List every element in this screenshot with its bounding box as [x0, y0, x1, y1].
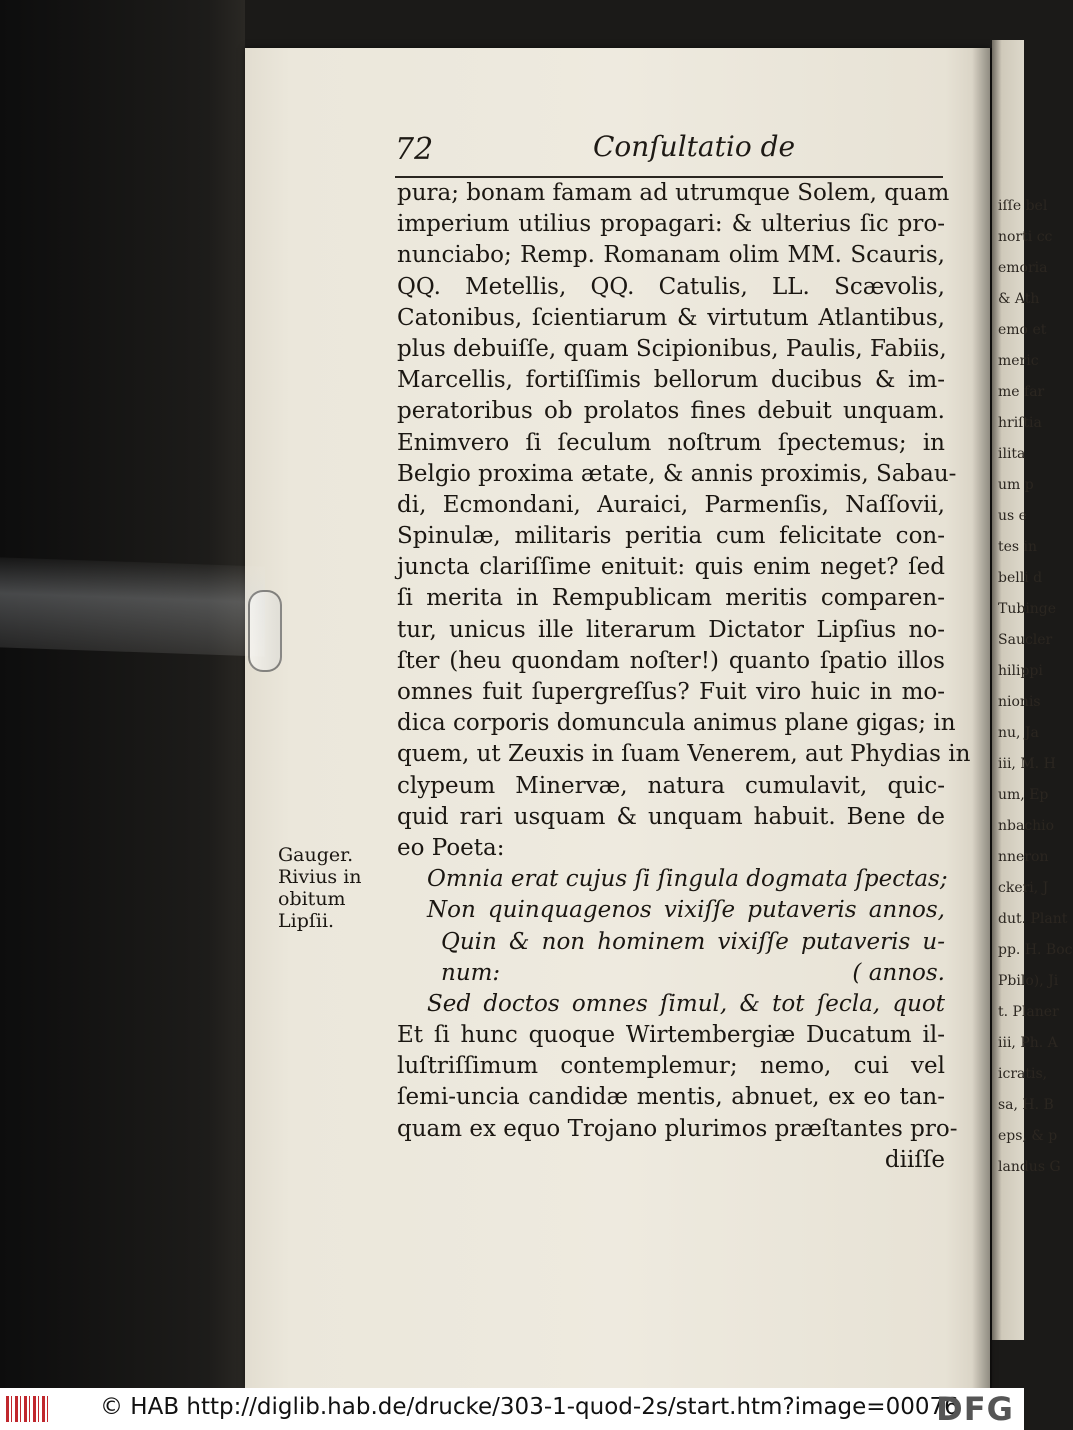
text-line: QQ. Metellis, QQ. Catulis, LL. Scævolis, — [397, 273, 945, 300]
adjacent-page-fragment: ilita — [998, 446, 1026, 462]
adjacent-page-fragment: Pbilo), Ji — [998, 973, 1059, 989]
adjacent-page-fragment: me far — [998, 384, 1045, 400]
adjacent-page-fragment: um p — [998, 477, 1034, 493]
running-head — [395, 132, 945, 172]
text-line: Spinulæ, militaris peritia cum felicitate con- — [397, 523, 945, 550]
poem-turnover: ( annos. — [852, 959, 945, 986]
adjacent-page-fragment: emo et — [998, 322, 1047, 338]
adjacent-page-fragment: nionis — [998, 694, 1041, 710]
text-line: Catonibus, ſcientiarum & virtutum Atlantibus, — [397, 304, 945, 331]
scan-background-left — [0, 0, 245, 1388]
adjacent-page-fragment: landus G — [998, 1159, 1061, 1175]
adjacent-page-fragment: hriſtia — [998, 415, 1042, 431]
adjacent-page-fragment: & Ath — [998, 291, 1040, 307]
poem-line-fragment: num: — [441, 959, 501, 986]
hab-barcode-icon — [6, 1396, 50, 1422]
text-line: imperium utilius propagari: & ulterius ſic pro- — [397, 211, 945, 238]
text-line: ſemi-uncia candidæ mentis, abnuet, ex eo tan- — [397, 1084, 945, 1111]
text-line: omnes fuit ſupergreſſus? Fuit viro huic in mo- — [397, 679, 945, 705]
adjacent-page-fragment: us e — [998, 508, 1027, 524]
adjacent-page-fragment: ckeri, J — [998, 880, 1049, 896]
text-line: Marcellis, fortiſſimis bellorum ducibus & im- — [397, 367, 945, 394]
poem-quotation — [397, 864, 948, 1020]
text-line: di, Ecmondani, Auraici, Parmenſis, Naſſovii, — [397, 491, 945, 518]
page-gutter-shadow — [972, 48, 992, 1388]
poem-line: Sed doctos omnes ſimul, & tot ſecla, quot — [427, 990, 945, 1017]
adjacent-page-sliver — [992, 40, 1073, 1340]
body-text — [397, 178, 971, 1176]
adjacent-page-fragment: norti cc — [998, 229, 1053, 245]
adjacent-page-fragment: tes in — [998, 539, 1038, 555]
citation-link[interactable]: © HAB http://diglib.hab.de/drucke/303-1-quod-2s/start.htm?image=00076 — [100, 1394, 959, 1420]
text-line: plus debuiſſe, quam Scipionibus, Paulis, Fabiis, — [397, 335, 947, 362]
viewer-footer — [0, 1388, 1024, 1430]
poem-line: Omnia erat cujus ſi ſingula dogmata ſpectas; — [427, 866, 948, 893]
adjacent-page-fragment: belli d — [998, 570, 1043, 586]
running-title: Conſultatio de — [593, 130, 796, 163]
adjacent-page-fragment: nneron — [998, 849, 1049, 865]
text-line: Et ſi hunc quoque Wirtembergiæ Ducatum il- — [397, 1022, 945, 1049]
adjacent-page-fragment: Saucler — [998, 632, 1053, 648]
adjacent-page-fragment: hilippi — [998, 663, 1043, 679]
text-line: eo Poeta: — [397, 834, 505, 861]
dfg-logo: DFG — [936, 1390, 1014, 1428]
adjacent-page-fragment: dut. Plant — [998, 911, 1068, 927]
text-line: quem, ut Zeuxis in ſuam Venerem, aut Phydias in — [397, 741, 971, 768]
adjacent-page-fragment: iſſe bel — [998, 198, 1048, 214]
text-line: Enimvero ſi ſeculum noſtrum ſpectemus; in — [397, 429, 945, 456]
adjacent-page-fragment: iii, Ph. A — [998, 1035, 1058, 1051]
adjacent-page-fragment: eps, & p — [998, 1128, 1058, 1144]
text-line: peratoribus ob prolatos fines debuit unquam. — [397, 398, 945, 425]
poem-line: Non quinquagenos vixiſſe putaveris annos, — [427, 897, 945, 924]
margin-note-line: Rivius in — [278, 866, 362, 888]
adjacent-page-fragment: emoria — [998, 260, 1048, 276]
text-line: clypeum Minervæ, natura cumulavit, quic- — [397, 772, 945, 799]
adjacent-page-fragment: iii, M. H — [998, 756, 1056, 772]
text-line: ſter (heu quondam noſter!) quanto ſpatio illos — [397, 647, 945, 674]
plastic-strap — [0, 557, 265, 656]
text-line: Belgio proxima ætate, & annis proximis, Sabau- — [397, 460, 957, 487]
text-line: quid rari usquam & unquam habuit. Bene de — [397, 803, 945, 830]
adjacent-page-fragment: t. Planer — [998, 1004, 1059, 1020]
text-line: pura; bonam famam ad utrumque Solem, quam — [397, 180, 950, 206]
adjacent-page-fragment: Tubinge — [998, 601, 1057, 617]
margin-note-line: obitum — [278, 888, 346, 910]
text-line: luſtriſſimum contemplemur; nemo, cui vel — [397, 1053, 945, 1080]
adjacent-page-fragment: meric — [998, 353, 1039, 369]
adjacent-page-fragment: nbachio — [998, 818, 1055, 834]
text-line: dica corporis domuncula animus plane gigas; in — [397, 710, 956, 737]
catchword: diiſſe — [884, 1146, 945, 1173]
poem-line: Quin & non hominem vixiſſe putaveris u- — [441, 928, 945, 955]
page-number: 72 — [395, 132, 434, 167]
adjacent-page-fragment: icratis, — [998, 1066, 1048, 1082]
text-line: nunciabo; Remp. Romanam olim MM. Scauris, — [397, 242, 945, 269]
text-line: quam ex equo Trojano plurimos præſtantes pro- — [397, 1115, 958, 1142]
text-line: ſi merita in Rempublicam meritis comparen- — [397, 585, 945, 612]
margin-note-line: Lipſii. — [278, 910, 335, 932]
marginal-note — [278, 844, 398, 932]
adjacent-page-fragment: nu, Ja — [998, 725, 1039, 741]
adjacent-page-fragment: um, Ep — [998, 787, 1049, 803]
adjacent-page-fragment: sa, H. B — [998, 1097, 1054, 1113]
text-line: tur, unicus ille literarum Dictator Lipſius no- — [397, 616, 945, 643]
text-line: juncta clariſſime enituit: quis enim neget? ſed — [397, 554, 945, 581]
adjacent-page-fragment: pp. H. Boc — [998, 942, 1073, 958]
margin-note-line: Gauger. — [278, 844, 354, 866]
page-clip-icon — [248, 590, 282, 672]
poem-line — [397, 958, 945, 989]
